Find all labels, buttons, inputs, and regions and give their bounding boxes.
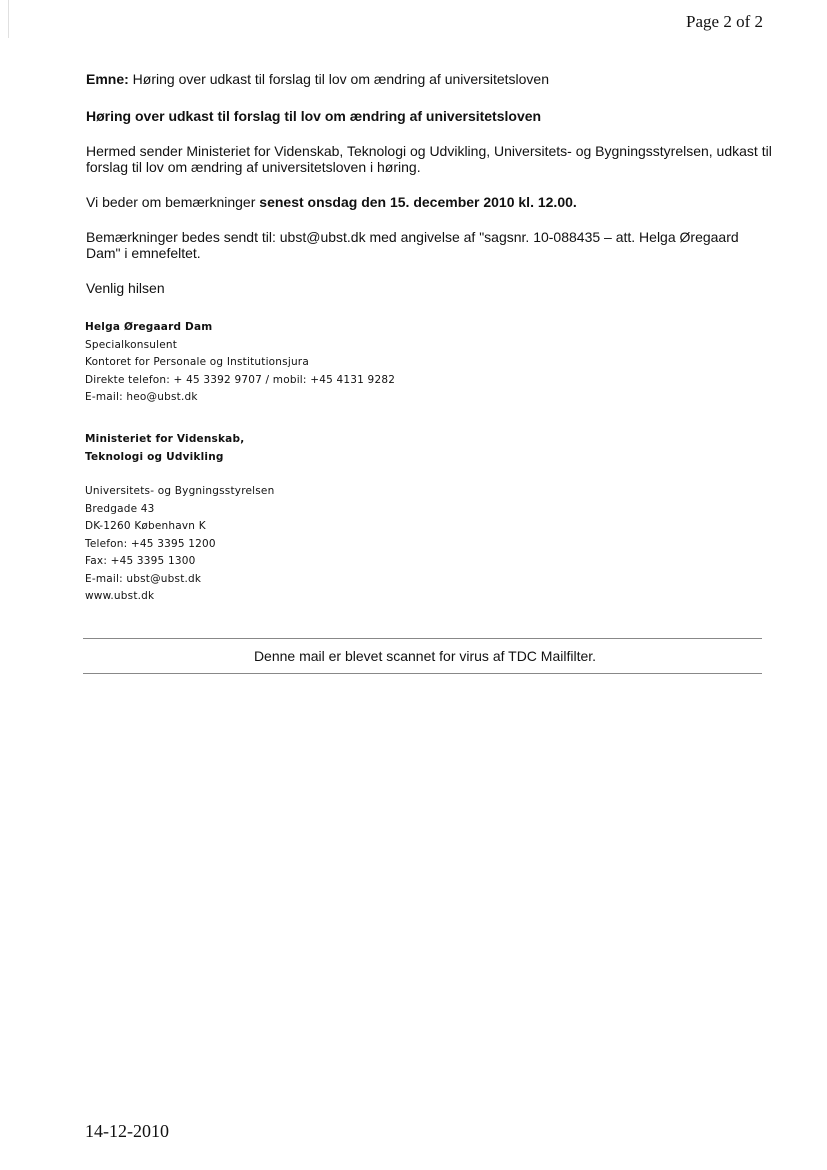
signature-title: Specialkonsulent xyxy=(85,338,178,351)
page-number: Page 2 of 2 xyxy=(686,12,763,31)
deadline-prefix: Vi beder om bemærkninger xyxy=(86,194,260,210)
virus-scan-notice: Denne mail er blevet scannet for virus af TDC Mailfilter. xyxy=(253,648,597,664)
agency-web: www.ubst.dk xyxy=(85,590,155,602)
agency-block xyxy=(85,483,274,606)
divider-bottom xyxy=(83,673,762,674)
closing-greeting: Venlig hilsen xyxy=(86,280,165,296)
print-date: 14-12-2010 xyxy=(85,1121,169,1141)
deadline-paragraph xyxy=(86,194,577,210)
ministry-block xyxy=(85,431,244,466)
divider-top xyxy=(83,638,762,639)
comments-paragraph: Bemærkninger bedes sendt til: ubst@ubst.dk med angivelse af "sagsnr. 10-088435 – att. Helga Øregaard Dam" i emnefeltet. xyxy=(86,229,739,261)
signature-block xyxy=(85,319,395,407)
agency-city: DK-1260 København K xyxy=(85,520,206,532)
agency-name: Universitets- og Bygningsstyrelsen xyxy=(85,485,275,497)
subject-label: Emne: xyxy=(86,71,129,87)
deadline-date: senest onsdag den 15. december 2010 kl. 12.00. xyxy=(259,194,577,210)
subject-line xyxy=(86,71,549,87)
signature-email: E-mail: heo@ubst.dk xyxy=(85,391,198,403)
body-paragraph: Hermed sender Ministeriet for Videnskab, Teknologi og Udvikling, Universitets- og Bygningsstyrelsen, udkast til forslag til lov om ændring af universitetsloven i høring. xyxy=(86,143,772,175)
ministry-line-1: Ministeriet for Videnskab, xyxy=(85,433,245,445)
agency-phone: Telefon: +45 3395 1200 xyxy=(85,537,216,550)
email-heading: Høring over udkast til forslag til lov om ændring af universitetsloven xyxy=(86,108,542,124)
signature-phone: Direkte telefon: + 45 3392 9707 / mobil: +45 4131 9282 xyxy=(85,373,396,386)
agency-street: Bredgade 43 xyxy=(85,502,155,515)
agency-email: E-mail: ubst@ubst.dk xyxy=(85,572,202,585)
signature-office: Kontoret for Personale og Institutionsjura xyxy=(85,356,309,368)
ministry-line-2: Teknologi og Udvikling xyxy=(85,450,224,463)
subject-text: Høring over udkast til forslag til lov om ændring af universitetsloven xyxy=(128,71,549,87)
scan-edge-mark xyxy=(8,0,9,38)
signature-name: Helga Øregaard Dam xyxy=(85,321,213,333)
agency-fax: Fax: +45 3395 1300 xyxy=(85,555,196,567)
